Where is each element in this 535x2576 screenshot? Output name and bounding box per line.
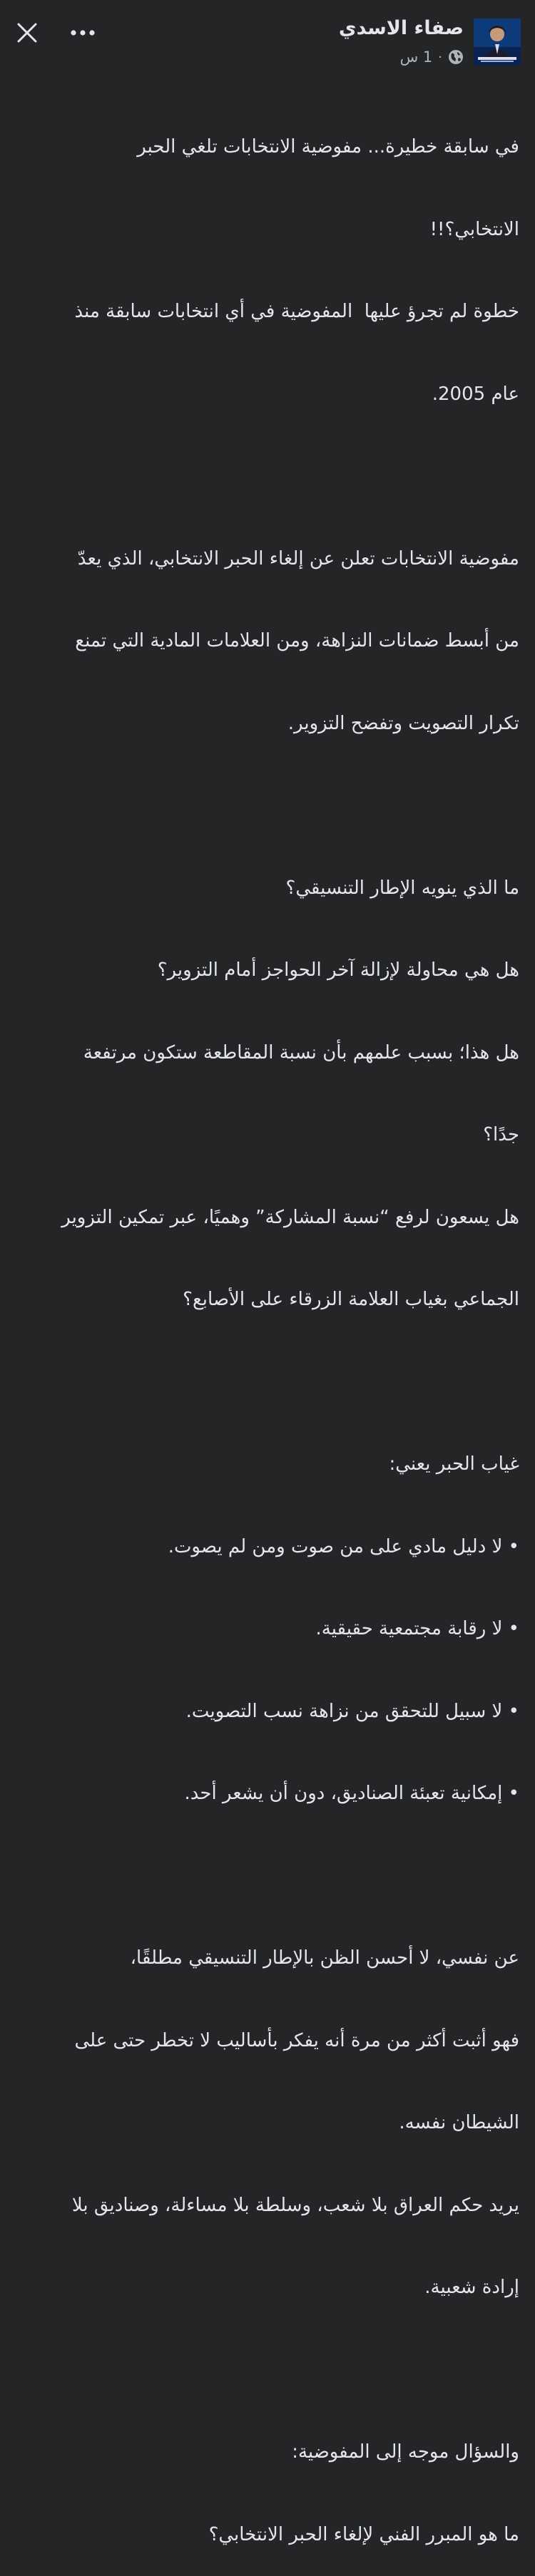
author-name[interactable]: صفاء الاسدي: [338, 17, 464, 39]
post-text-line: خطوة لم تجرؤ عليها المفوضية في أي انتخابات سابقة منذ: [74, 301, 519, 322]
post-text-blank: [11, 2356, 519, 2384]
post-time[interactable]: 1 س: [399, 48, 433, 66]
post-text-line: الشيطان نفسه.: [399, 2112, 519, 2133]
post-bullet-item: • إمكانية تعبئة الصناديق، دون أن يشعر أحد.: [184, 1783, 519, 1804]
post-text-line: فهو أثبت أكثر من مرة أنه يفكر بأساليب لا تخطر حتى على: [74, 2029, 519, 2051]
post-text-line: ما الذي ينويه الإطار التنسيقي؟: [285, 877, 519, 899]
post-text-line: الانتخابي؟!!: [429, 218, 519, 240]
meta-separator: ·: [438, 49, 442, 65]
post-text-blank: [11, 463, 519, 490]
more-horizontal-icon: [70, 29, 96, 36]
close-icon: [16, 22, 38, 43]
post-text-line: هل هذا؛ بسبب علمهم بأن نسبة المقاطعة ستكون مرتفعة: [83, 1041, 519, 1063]
globe-icon: [448, 49, 464, 65]
post-text-line: هل هي محاولة لإزالة آخر الحواجز أمام التزوير؟: [157, 959, 519, 981]
post-bullet-item: • لا سبيل للتحقق من نزاهة نسب التصويت.: [185, 1700, 519, 1722]
post-bullet-item: • لا دليل مادي على من صوت ومن لم يصوت.: [168, 1535, 519, 1557]
post-text-line: مفوضية الانتخابات تعلن عن إلغاء الحبر الانتخابي، الذي يعدّ: [77, 547, 519, 570]
post-text-line: إرادة شعبية.: [424, 2277, 519, 2298]
post-bullet-item: • لا رقابة مجتمعية حقيقية.: [315, 1618, 519, 1639]
post-text-line: الجماعي بغياب العلامة الزرقاء على الأصابع؟: [183, 1289, 519, 1310]
post-text-line: غياب الحبر يعني:: [389, 1453, 519, 1475]
post-text-line: تكرار التصويت وتفضح التزوير.: [287, 712, 519, 734]
post-header: [0, 0, 535, 78]
post-text-line: عن نفسي، لا أحسن الظن بالإطار التنسيقي مطلقًا،: [130, 1947, 519, 1969]
post-text-blank: [11, 1369, 519, 1396]
post-text-line: في سابقة خطيرة... مفوضية الانتخابات تلغي الحبر: [137, 136, 519, 158]
avatar[interactable]: [474, 19, 521, 66]
post-text-blank: [11, 1863, 519, 1890]
post-text-line: يريد حكم العراق بلا شعب، وسلطة بلا مساءلة، وصناديق بلا: [71, 2194, 519, 2216]
post-text-line: عام 2005.: [432, 383, 519, 405]
post-text-line: والسؤال موجه إلى المفوضية:: [292, 2441, 519, 2463]
post-text-line: هل يسعون لرفع “نسبة المشاركة” وهميًا، عبر تمكين التزوير: [61, 1206, 519, 1228]
post-text: [11, 78, 519, 2576]
post-text-line: ما هو المبرر الفني لإلغاء الحبر الانتخابي؟: [208, 2523, 519, 2545]
post-meta: [400, 48, 464, 66]
close-button[interactable]: [13, 19, 41, 47]
post-text-blank: [11, 792, 519, 820]
post-text-line: من أبسط ضمانات النزاهة، ومن العلامات المادية التي تمنع: [75, 630, 519, 651]
more-options-button[interactable]: [66, 19, 100, 47]
post-text-line: جدًا؟: [483, 1124, 519, 1145]
